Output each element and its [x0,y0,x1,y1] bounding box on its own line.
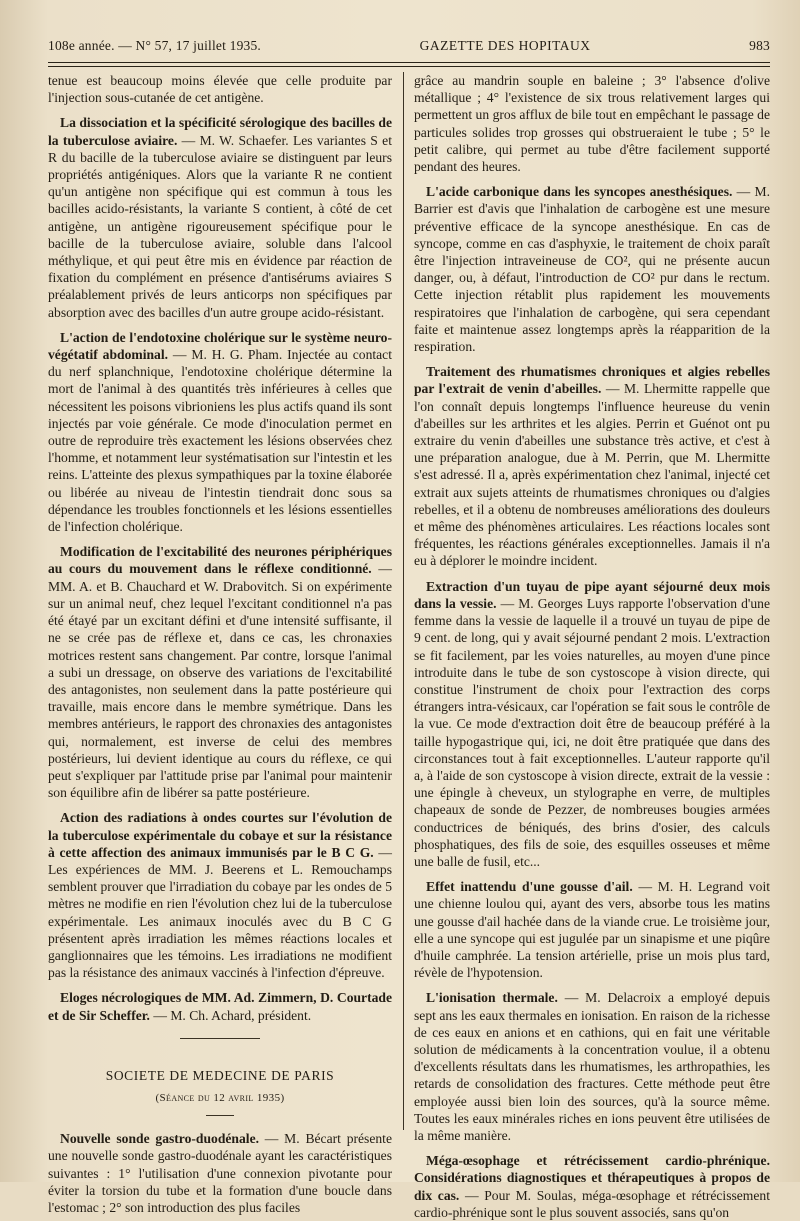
article-paragraph [414,72,770,175]
article-body: — M. Bécart présente une nouvelle sonde gastro-duodénale ayant les caractéristiques suivantes : 1° l'utilisation d'une connexion pivotante pour éviter la torsion du tube et la formation d'une boucle dans l'estomac ; 2° son introduction des plus faciles [48,1131,392,1215]
article-body: — M. H. Legrand voit une chienne loulou qui, ayant des vers, absorbe tous les matins une gousse d'ail hachée dans de la viande crue. Le troisième jour, elle a une syncope qui est jugulée par un sinapisme et une piqûre d'huile camphrée. La tension artérielle, prise un mois plus tard, révèle de l'hypotension. [414,879,770,981]
session-date: (Séance du 12 avril 1935) [155,1091,285,1104]
page-header [48,38,770,60]
article-paragraph [414,363,770,569]
article-body: — M. Barrier est d'avis que l'inhalation de carbogène est une mesure préventive efficace de la syncope anesthésique. En cas de syncope, comme en cas d'asphyxie, le traitement de choix paraît être l'injection intraveineuse de CO², qui ne présente aucun danger, ou, à défaut, l'introduction de CO² pur dans le rectum. Cette injection rétablit plus rapidement les mouvements respiratoires que l'inhalation de carbogène, qui sera cependant faite et maintenue assez longtemps après la réapparition de la respiration. [414,184,771,355]
section-separator [180,1038,260,1039]
article-paragraph [48,329,392,535]
article-body: — M. Ch. Achard, président. [153,1007,312,1023]
article-paragraph [48,543,392,801]
article-title: Nouvelle sonde gastro-duodénale. [60,1131,259,1147]
issue-info: 108e année. — N° 57, 17 juillet 1935. [48,38,262,53]
article-title: Eloges nécrologiques de MM. Ad. Zimmern, D. Courtade et de Sir Scheffer. [48,990,392,1023]
article-title: Extraction d'un tuyau de pipe ayant séjourné deux mois dans la vessie. [414,578,770,611]
header-rule-top [48,62,770,63]
article-body: grâce au mandrin souple en baleine ; 3° l'absence d'olive métallique ; 4° l'existence de six trous relativement larges qui permettent un gros afflux de bile tout en empêchant le passage de particules solides trop grosses qui obstrueraient le tube ; 5° le petit calibre, qui permet au tube d'être facilement supporté pendant des heures. [414,73,770,175]
article-paragraph: tenue est beaucoup moins élevée que celle produite par l'injection sous-cutanée de cet antigène. [48,73,392,106]
article-body: — M. Lhermitte rappelle que l'on connaît depuis longtemps l'influence heureuse du venin d'abeilles sur les arthrites et les algies. Perrin et Guénot ont pu extraire du venin d'abeilles une substance très active, et c'est à une préparation analogue, due à M. Perrin, que M. Lhermitte s'est adressé. Il a, après expérimentation chez l'animal, injecté cet extrait aux sujets atteints de rhumatismes chroniques ou d'algies rebelles, et il a obtenu de nombreuses améliorations des douleurs et même des phénomènes articulaires. Les réactions locales sont fréquentes, les réactions générales exceptionnelles. Jamais il n'a eu à déplorer le moindre incident. [414,381,770,569]
article-paragraph [48,1130,392,1216]
article-body: — Pour M. Soulas, méga-œsophage et rétrécissement cardio-phrénique sont le plus souvent associés, sans qu'on [414,1187,770,1220]
society-name: SOCIETE DE MEDECINE DE PARIS [105,1067,335,1083]
right-column [414,72,771,1220]
article-title: La dissociation et la spécificité sérologique des bacilles de la tuberculose aviaire. [48,115,392,148]
article-paragraph [414,578,770,870]
article-paragraph [414,183,770,355]
heading-rule [206,1115,234,1116]
header-rule-bottom [48,66,770,67]
article-body: — MM. A. et B. Chauchard et W. Drabovitch. Si on expérimente sur un animal neuf, chez lequel l'excitant conditionnel n'a pas été étayé par un excitant défini et d'une intensité suffisante, il ne se crée pas de réflexe et, dans ce cas, les chronaxies motrices restent sans changement. Par contre, lorsque l'animal a subi un dressage, on observe des variations de l'excitabilité des antagonistes, non seulement dans la patte postérieure qui travaille, mais encore dans le membre symétrique. Dans les membres antérieurs, le rapport des chronaxies des antagonistes qui, normalement, est inverse de celui des membres postérieurs, lui devient identique au cours du réflexe, ce qui peut s'expliquer par l'attitude prise par l'animal pour maintenir son équilibre afin de libérer sa patte postérieure. [48,561,392,801]
article-title: Action des radiations à ondes courtes sur l'évolution de la tuberculose expérimentale du cobaye et sur la résistance à cette affection des animaux immunisés par le B C G. [48,810,392,860]
article-paragraph [48,809,392,981]
left-column [48,72,392,1215]
column-divider [403,72,404,1130]
society-heading [48,1067,392,1107]
page-number: 983 [749,38,770,53]
article-paragraph [48,114,392,320]
article-body: — M. W. Schaefer. Les variantes S et R du bacille de la tuberculose aviaire se distinguent par leurs propriétés antigéniques. Alors que la variante R ne contient qu'un antigène non spécifique qui est commun à tous les bacilles acido-résistants, la variante S contient, à côté de cet antigène, un antigène rigoureusement spécifique pour le bacille de la tuberculose aviaire, soluble dans l'alcool méthylique, et qui peut être mis en évidence par réaction de fixation du complément en présence d'antisérums aviaires S préalablement privés de leurs anticorps non spécifiques par absorption avec des bacilles d'un autre groupe acido-résistant. [48,132,392,320]
article-body: — M. Delacroix a employé depuis sept ans les eaux thermales en ionisation. En raison de la richesse de ces eaux en anions et en cathions, qui en fait une véritable solution de médicaments à la concentration voulue, il a obtenu d'excellents résultats dans les rhumatismes, les arthropathies, les retards de consolidation des fractures. Cette méthode peut être employée aussi bien loin des sources, qu'à la source même. Toutes les eaux minérales riches en ions peuvent être utilisées de la même manière. [414,990,770,1143]
article-title: L'acide carbonique dans les syncopes anesthésiques. [426,184,733,200]
journal-title: GAZETTE DES HOPITAUX [419,38,591,53]
article-body: — M. Georges Luys rapporte l'observation d'une femme dans la vessie de laquelle il a trouvé un tuyau de pipe de 9 cent. de long, qui y avait séjourné pendant 2 mois. L'extraction se fit facilement, par les voies naturelles, au moyen d'une pince introduite dans le tube de son cystoscope à vision directe, qui constitue l'instrument de choix pour l'extraction des corps étrangers intra-vésicaux, car l'opération se fait sous le contrôle de la vue. Ce mode d'extraction doit être de beaucoup préféré à la taille hypogastrique qui, ici, ne doit être pratiquée que dans des circonstances tout à fait exceptionnelles. L'auteur rapporte qu'il a, à l'aide de son cystoscope à vision directe, extrait de la vessie : une épingle à cheveux, un stylographe en verre, de multiples chapeaux de sonde de Pezzer, de nombreuses bougies armées conductrices de béniqués, des brins d'osier, des calculs phosphatiques, des fils de soie, des esquilles osseuses et même une balle de fusil, etc... [414,595,770,869]
article-paragraph [414,878,770,981]
article-title: Méga-œsophage et rétrécissement cardio-phrénique. Considérations diagnostiques et thérapeutiques à propos de dix cas. [414,1153,770,1203]
article-title: L'ionisation thermale. [426,990,558,1006]
article-title: Effet inattendu d'une gousse d'ail. [426,879,633,895]
article-body: — Les expériences de MM. J. Beerens et L. Remouchamps semblent prouver que l'irradiation du cobaye par les ondes de 5 mètres ne modifie en rien l'évolution chez lui de la tuberculose expérimentale. Les animaux inoculés avec du B C G présentent après irradiation les mêmes réactions locales et ganglionnaires que les témoins. Les irradiations ne modifient pas la résistance des animaux vaccinés à l'infection d'épreuve. [48,844,392,981]
article-paragraph [414,1152,770,1221]
article-paragraph [48,989,392,1023]
article-title: L'action de l'endotoxine cholérique sur le système neuro-végétatif abdominal. [48,329,392,363]
article-title: Modification de l'excitabilité des neurones périphériques au cours du mouvement dans le réflexe conditionné. [48,544,392,577]
article-title: Traitement des rhumatismes chroniques et algies rebelles par l'extrait de venin d'abeilles. [414,364,770,397]
article-paragraph [414,989,770,1144]
article-body: — M. H. G. Pham. Injectée au contact du nerf splanchnique, l'endotoxine cholérique détermine la mort de l'animal à des quantités très inférieures à celles que nécessitent les poisons vibrioniens les plus actifs quand ils sont injectés par voie générale. Ce mode d'inoculation permet en outre de reproduire très exactement les lésions observées chez l'homme, et notamment leur systématisation sur l'intestin et les reins. L'atteinte des plexus sympathiques par la toxine élaborée ou libérée au niveau de l'intestin tiendrait donc sous sa dépendance les troubles fonctionnels et les lésions essentielles de l'infection cholérique. [48,347,392,535]
